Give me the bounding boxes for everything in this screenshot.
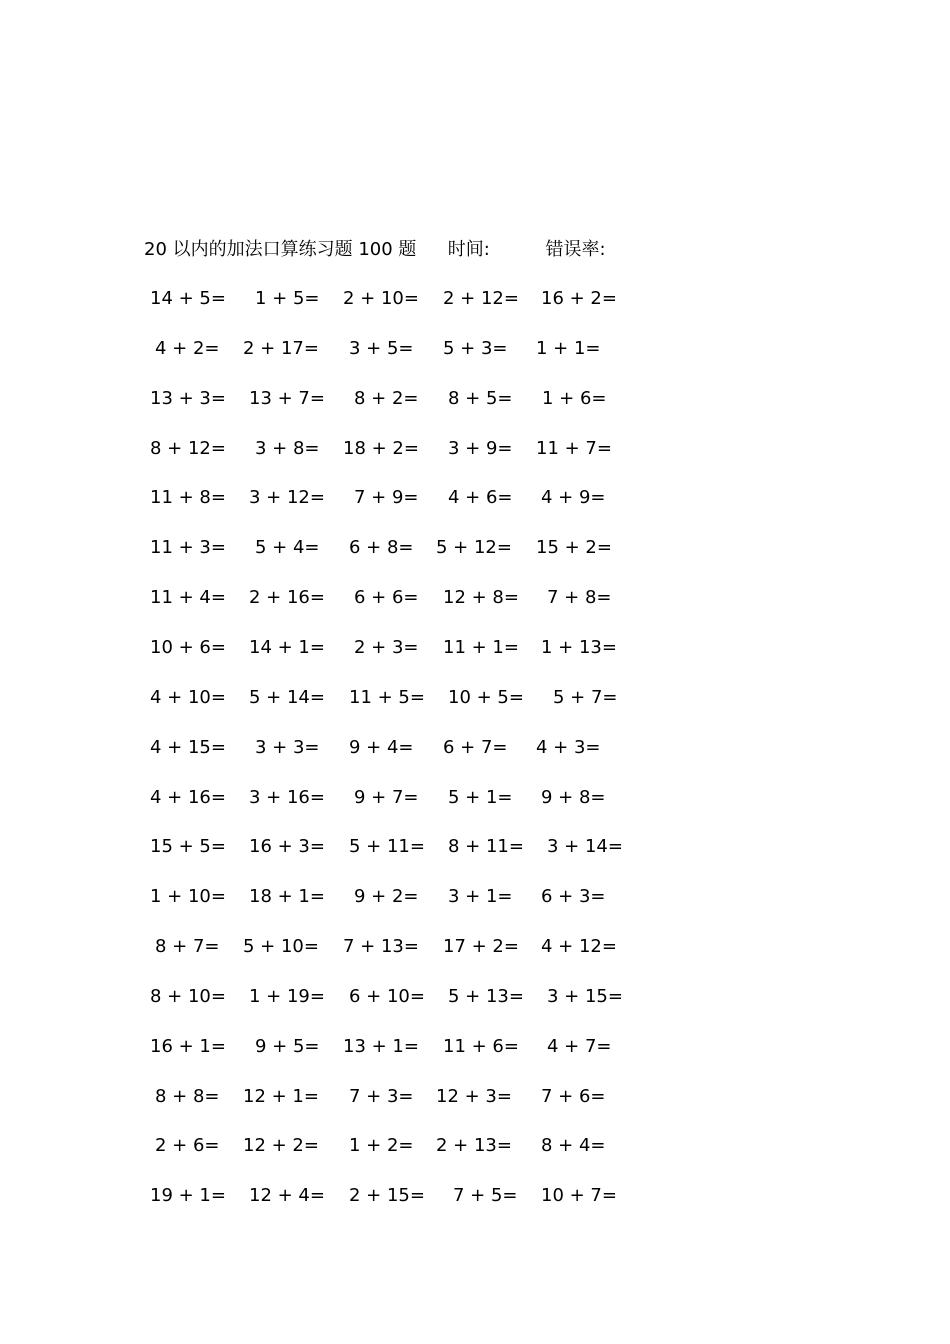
problem-row [0,434,950,464]
addition-problem: 8 + 5= [448,387,513,409]
addition-problem: 3 + 14= [547,836,623,858]
problem-row [0,1032,950,1062]
addition-problem: 9 + 5= [255,1035,320,1057]
addition-problem: 6 + 7= [443,736,508,758]
addition-problem: 7 + 13= [343,936,419,958]
addition-problem: 5 + 13= [448,985,524,1007]
addition-problem: 5 + 12= [436,537,512,559]
problem-row [0,284,950,314]
addition-problem: 9 + 4= [349,736,414,758]
addition-problem: 16 + 3= [249,836,325,858]
addition-problem: 18 + 1= [249,886,325,908]
problem-row [0,832,950,862]
addition-problem: 5 + 7= [553,686,618,708]
addition-problem: 1 + 6= [542,387,607,409]
problem-row [0,683,950,713]
addition-problem: 12 + 1= [243,1085,319,1107]
addition-problem: 5 + 3= [443,337,508,359]
addition-problem: 3 + 9= [448,437,513,459]
addition-problem: 1 + 13= [541,636,617,658]
worksheet-title: 20 以内的加法口算练习题 100 题 [144,239,417,260]
addition-problem: 5 + 4= [255,537,320,559]
problem-row [0,1181,950,1211]
addition-problem: 11 + 1= [443,636,519,658]
addition-problem: 3 + 16= [249,786,325,808]
addition-problem: 19 + 1= [150,1185,226,1207]
addition-problem: 4 + 10= [150,686,226,708]
addition-problem: 8 + 8= [155,1085,220,1107]
addition-problem: 15 + 2= [536,537,612,559]
problem-row [0,783,950,813]
addition-problem: 4 + 7= [547,1035,612,1057]
addition-problem: 12 + 4= [249,1185,325,1207]
addition-problem: 11 + 4= [150,587,226,609]
addition-problem: 2 + 3= [354,636,419,658]
addition-problem: 4 + 6= [448,487,513,509]
addition-problem: 6 + 8= [349,537,414,559]
problem-row [0,384,950,414]
addition-problem: 4 + 3= [536,736,601,758]
addition-problem: 4 + 9= [541,487,606,509]
addition-problem: 3 + 1= [448,886,513,908]
addition-problem: 2 + 15= [349,1185,425,1207]
problem-row [0,932,950,962]
addition-problem: 10 + 6= [150,636,226,658]
addition-problem: 4 + 16= [150,786,226,808]
addition-problem: 3 + 5= [349,337,414,359]
addition-problem: 6 + 10= [349,985,425,1007]
addition-problem: 2 + 12= [443,288,519,309]
addition-problem: 16 + 2= [541,288,617,309]
addition-problem: 4 + 15= [150,736,226,758]
addition-problem: 8 + 4= [541,1135,606,1157]
addition-problem: 8 + 10= [150,985,226,1007]
error-rate-label: 错误率: [545,239,606,260]
addition-problem: 7 + 9= [354,487,419,509]
addition-problem: 15 + 5= [150,836,226,858]
addition-problem: 9 + 7= [354,786,419,808]
addition-problem: 12 + 8= [443,587,519,609]
addition-problem: 6 + 3= [541,886,606,908]
addition-problem: 9 + 8= [541,786,606,808]
addition-problem: 6 + 6= [354,587,419,609]
addition-problem: 17 + 2= [443,936,519,958]
addition-problem: 2 + 6= [155,1135,220,1157]
addition-problem: 1 + 19= [249,985,325,1007]
addition-problem: 7 + 6= [541,1085,606,1107]
addition-problem: 11 + 8= [150,487,226,509]
addition-problem: 2 + 17= [243,337,319,359]
addition-problem: 5 + 11= [349,836,425,858]
addition-problem: 8 + 7= [155,936,220,958]
addition-problem: 8 + 2= [354,387,419,409]
problem-row [0,1131,950,1161]
addition-problem: 1 + 1= [536,337,601,359]
addition-problem: 9 + 2= [354,886,419,908]
addition-problem: 2 + 16= [249,587,325,609]
addition-problem: 4 + 2= [155,337,220,359]
addition-problem: 5 + 14= [249,686,325,708]
addition-problem: 11 + 3= [150,537,226,559]
addition-problem: 5 + 1= [448,786,513,808]
addition-problem: 13 + 3= [150,387,226,409]
problem-row [0,633,950,663]
addition-problem: 1 + 2= [349,1135,414,1157]
addition-problem: 3 + 12= [249,487,325,509]
problem-row [0,583,950,613]
problem-row [0,733,950,763]
problem-row [0,533,950,563]
addition-problem: 14 + 5= [150,288,226,309]
time-label: 时间: [447,239,490,260]
addition-problem: 10 + 5= [448,686,524,708]
addition-problem: 12 + 3= [436,1085,512,1107]
problem-row [0,882,950,912]
addition-problem: 13 + 7= [249,387,325,409]
addition-problem: 13 + 1= [343,1035,419,1057]
problem-row [0,982,950,1012]
addition-problem: 3 + 3= [255,736,320,758]
addition-problem: 11 + 6= [443,1035,519,1057]
addition-problem: 1 + 5= [255,288,320,309]
addition-problem: 16 + 1= [150,1035,226,1057]
addition-problem: 7 + 8= [547,587,612,609]
addition-problem: 14 + 1= [249,636,325,658]
addition-problem: 12 + 2= [243,1135,319,1157]
addition-problem: 4 + 12= [541,936,617,958]
problem-row [0,483,950,513]
addition-problem: 7 + 5= [453,1185,518,1207]
addition-problem: 7 + 3= [349,1085,414,1107]
addition-problem: 2 + 13= [436,1135,512,1157]
addition-problem: 3 + 15= [547,985,623,1007]
addition-problem: 2 + 10= [343,288,419,309]
addition-problem: 8 + 12= [150,437,226,459]
addition-problem: 1 + 10= [150,886,226,908]
problem-row [0,334,950,364]
addition-problem: 11 + 7= [536,437,612,459]
addition-problem: 10 + 7= [541,1185,617,1207]
addition-problem: 11 + 5= [349,686,425,708]
addition-problem: 8 + 11= [448,836,524,858]
addition-problem: 3 + 8= [255,437,320,459]
addition-problem: 18 + 2= [343,437,419,459]
problem-row [0,1082,950,1112]
addition-problem: 5 + 10= [243,936,319,958]
